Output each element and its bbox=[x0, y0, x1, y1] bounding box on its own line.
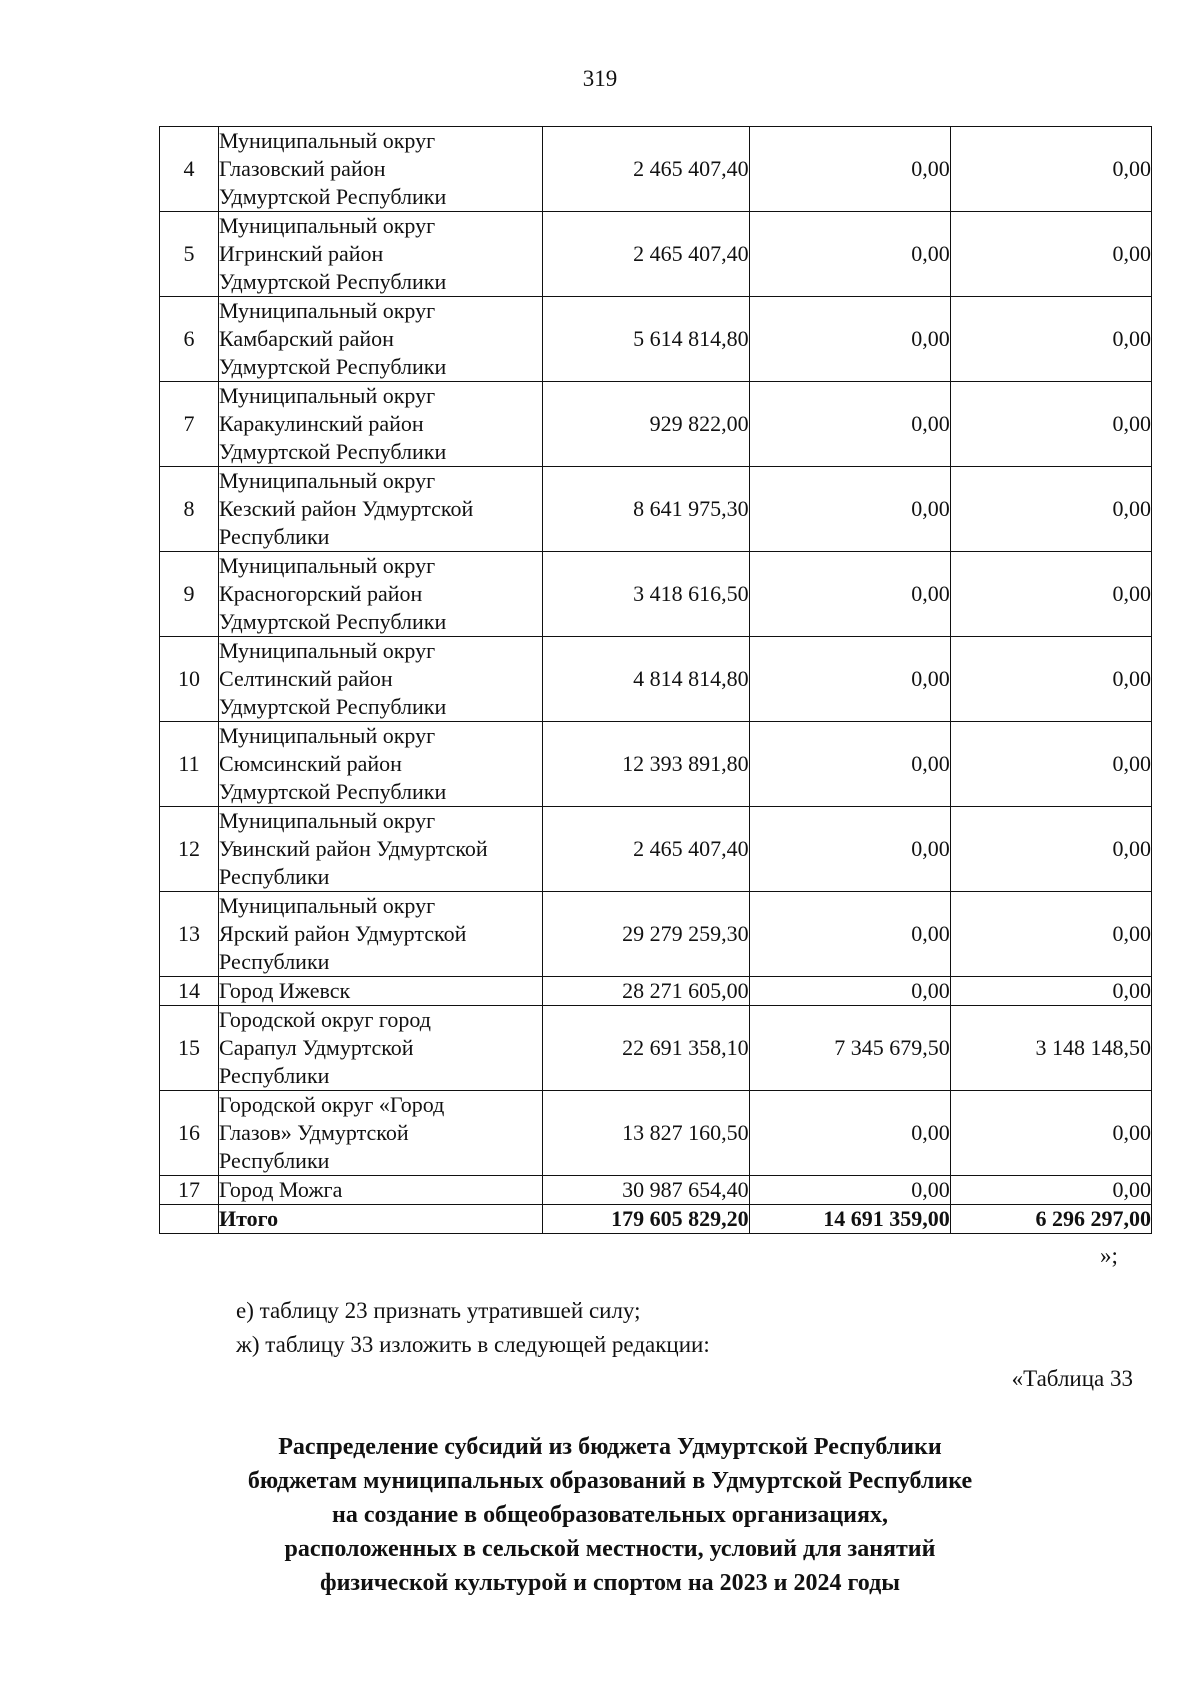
total-label: Итого bbox=[219, 1205, 543, 1234]
amount-col-3: 0,00 bbox=[950, 297, 1151, 382]
table-row bbox=[160, 467, 1152, 552]
amount-col-2: 0,00 bbox=[749, 127, 950, 212]
amount-col-1: 22 691 358,10 bbox=[543, 1006, 749, 1091]
row-number: 14 bbox=[160, 977, 219, 1006]
amount-col-2: 0,00 bbox=[749, 637, 950, 722]
municipality-name-line: Республики bbox=[219, 949, 330, 974]
amount-col-3: 0,00 bbox=[950, 467, 1151, 552]
heading-line: расположенных в сельской местности, условий для занятий bbox=[284, 1536, 936, 1562]
table-row bbox=[160, 297, 1152, 382]
municipality-name-line: Городской округ город bbox=[219, 1007, 431, 1032]
municipality-name-line: Глазов» Удмуртской bbox=[219, 1120, 409, 1145]
amount-col-3: 0,00 bbox=[950, 1176, 1151, 1205]
amount-col-2: 0,00 bbox=[749, 467, 950, 552]
municipality-name-line: Увинский район Удмуртской bbox=[219, 836, 488, 861]
amount-col-1: 4 814 814,80 bbox=[543, 637, 749, 722]
table-row bbox=[160, 637, 1152, 722]
row-number: 6 bbox=[160, 297, 219, 382]
municipality-name-line: Муниципальный округ bbox=[219, 723, 436, 748]
row-number: 7 bbox=[160, 382, 219, 467]
amount-col-2: 0,00 bbox=[749, 1091, 950, 1176]
amount-col-1: 2 465 407,40 bbox=[543, 127, 749, 212]
table-row bbox=[160, 1091, 1152, 1176]
municipality-name-line: Удмуртской Республики bbox=[219, 269, 447, 294]
row-number: 10 bbox=[160, 637, 219, 722]
quote-close: »; bbox=[1100, 1243, 1118, 1268]
table-33-label: «Таблица 33 bbox=[1011, 1366, 1133, 1391]
municipality-name-line: Удмуртской Республики bbox=[219, 779, 447, 804]
subsidy-table bbox=[159, 126, 1152, 1234]
amount-col-3: 0,00 bbox=[950, 892, 1151, 977]
table-row bbox=[160, 1176, 1152, 1205]
subsidy-table-body bbox=[160, 127, 1152, 1234]
municipality-name-line: Сюмсинский район bbox=[219, 751, 402, 776]
municipality-name bbox=[219, 467, 543, 552]
municipality-name-line: Муниципальный округ bbox=[219, 638, 436, 663]
amount-col-1: 30 987 654,40 bbox=[543, 1176, 749, 1205]
row-number: 5 bbox=[160, 212, 219, 297]
amount-col-2: 7 345 679,50 bbox=[749, 1006, 950, 1091]
amount-col-2: 0,00 bbox=[749, 297, 950, 382]
municipality-name-line: Город Ижевск bbox=[219, 978, 351, 1003]
municipality-name-line: Республики bbox=[219, 524, 330, 549]
table-row bbox=[160, 127, 1152, 212]
amount-col-1: 28 271 605,00 bbox=[543, 977, 749, 1006]
municipality-name-line: Камбарский район bbox=[219, 326, 394, 351]
amount-col-1: 3 418 616,50 bbox=[543, 552, 749, 637]
municipality-name-line: Удмуртской Республики bbox=[219, 609, 447, 634]
row-number: 16 bbox=[160, 1091, 219, 1176]
municipality-name-line: Каракулинский район bbox=[219, 411, 424, 436]
row-number: 11 bbox=[160, 722, 219, 807]
amount-col-2: 0,00 bbox=[749, 722, 950, 807]
total-col-1: 179 605 829,20 bbox=[543, 1205, 749, 1234]
amount-col-2: 0,00 bbox=[749, 212, 950, 297]
municipality-name-line: Муниципальный округ bbox=[219, 213, 436, 238]
table-row bbox=[160, 807, 1152, 892]
municipality-name bbox=[219, 1176, 543, 1205]
row-number: 17 bbox=[160, 1176, 219, 1205]
municipality-name-line: Республики bbox=[219, 1063, 330, 1088]
municipality-name-line: Город Можга bbox=[219, 1177, 343, 1202]
amount-col-2: 0,00 bbox=[749, 382, 950, 467]
amount-col-3: 0,00 bbox=[950, 552, 1151, 637]
table-row bbox=[160, 552, 1152, 637]
municipality-name-line: Удмуртской Республики bbox=[219, 354, 447, 379]
municipality-name bbox=[219, 1006, 543, 1091]
municipality-name-line: Удмуртской Республики bbox=[219, 694, 447, 719]
amount-col-3: 0,00 bbox=[950, 722, 1151, 807]
municipality-name bbox=[219, 807, 543, 892]
amount-col-1: 12 393 891,80 bbox=[543, 722, 749, 807]
amount-col-2: 0,00 bbox=[749, 892, 950, 977]
amount-col-2: 0,00 bbox=[749, 807, 950, 892]
paragraph-e: е) таблицу 23 признать утратившей силу; bbox=[236, 1298, 641, 1323]
amount-col-2: 0,00 bbox=[749, 1176, 950, 1205]
amount-col-3: 3 148 148,50 bbox=[950, 1006, 1151, 1091]
table-33-heading bbox=[190, 1430, 1030, 1600]
amount-col-1: 8 641 975,30 bbox=[543, 467, 749, 552]
municipality-name-line: Ярский район Удмуртской bbox=[219, 921, 467, 946]
municipality-name-line: Красногорский район bbox=[219, 581, 423, 606]
municipality-name-line: Удмуртской Республики bbox=[219, 439, 447, 464]
row-number: 15 bbox=[160, 1006, 219, 1091]
amount-col-3: 0,00 bbox=[950, 382, 1151, 467]
heading-line: на создание в общеобразовательных организациях, bbox=[332, 1502, 888, 1528]
row-number: 9 bbox=[160, 552, 219, 637]
amount-col-3: 0,00 bbox=[950, 212, 1151, 297]
municipality-name-line: Муниципальный округ bbox=[219, 808, 436, 833]
total-number-cell bbox=[160, 1205, 219, 1234]
amount-col-1: 929 822,00 bbox=[543, 382, 749, 467]
municipality-name bbox=[219, 722, 543, 807]
total-col-2: 14 691 359,00 bbox=[749, 1205, 950, 1234]
amount-col-3: 0,00 bbox=[950, 127, 1151, 212]
table-row bbox=[160, 1006, 1152, 1091]
municipality-name-line: Глазовский район bbox=[219, 156, 386, 181]
amount-col-1: 13 827 160,50 bbox=[543, 1091, 749, 1176]
table-row bbox=[160, 722, 1152, 807]
municipality-name-line: Республики bbox=[219, 864, 330, 889]
heading-line: бюджетам муниципальных образований в Удмуртской Республике bbox=[247, 1468, 973, 1494]
table-row bbox=[160, 977, 1152, 1006]
heading-line: Распределение субсидий из бюджета Удмуртской Республики bbox=[278, 1434, 942, 1460]
municipality-name-line: Удмуртской Республики bbox=[219, 184, 447, 209]
municipality-name bbox=[219, 552, 543, 637]
total-col-3: 6 296 297,00 bbox=[950, 1205, 1151, 1234]
paragraph-zh: ж) таблицу 33 изложить в следующей редакции: bbox=[236, 1332, 710, 1357]
page-number: 319 bbox=[582, 66, 618, 91]
amount-col-2: 0,00 bbox=[749, 552, 950, 637]
municipality-name-line: Сарапул Удмуртской bbox=[219, 1035, 414, 1060]
table-row bbox=[160, 892, 1152, 977]
amount-col-1: 29 279 259,30 bbox=[543, 892, 749, 977]
municipality-name bbox=[219, 977, 543, 1006]
table-row bbox=[160, 382, 1152, 467]
row-number: 13 bbox=[160, 892, 219, 977]
amount-col-3: 0,00 bbox=[950, 1091, 1151, 1176]
municipality-name-line: Муниципальный округ bbox=[219, 383, 436, 408]
municipality-name-line: Муниципальный округ bbox=[219, 298, 436, 323]
row-number: 8 bbox=[160, 467, 219, 552]
municipality-name-line: Кезский район Удмуртской bbox=[219, 496, 474, 521]
municipality-name-line: Селтинский район bbox=[219, 666, 393, 691]
municipality-name-line: Муниципальный округ bbox=[219, 468, 436, 493]
municipality-name-line: Игринский район bbox=[219, 241, 384, 266]
municipality-name bbox=[219, 637, 543, 722]
municipality-name bbox=[219, 382, 543, 467]
municipality-name bbox=[219, 892, 543, 977]
row-number: 12 bbox=[160, 807, 219, 892]
municipality-name-line: Муниципальный округ bbox=[219, 128, 436, 153]
municipality-name bbox=[219, 1091, 543, 1176]
amount-col-1: 2 465 407,40 bbox=[543, 212, 749, 297]
municipality-name-line: Муниципальный округ bbox=[219, 893, 436, 918]
municipality-name-line: Муниципальный округ bbox=[219, 553, 436, 578]
municipality-name bbox=[219, 127, 543, 212]
municipality-name bbox=[219, 212, 543, 297]
municipality-name-line: Городской округ «Город bbox=[219, 1092, 445, 1117]
municipality-name-line: Республики bbox=[219, 1148, 330, 1173]
row-number: 4 bbox=[160, 127, 219, 212]
table-row bbox=[160, 212, 1152, 297]
amount-col-2: 0,00 bbox=[749, 977, 950, 1006]
amount-col-3: 0,00 bbox=[950, 977, 1151, 1006]
heading-line: физической культурой и спортом на 2023 и 2024 годы bbox=[319, 1570, 900, 1596]
amount-col-3: 0,00 bbox=[950, 637, 1151, 722]
amount-col-3: 0,00 bbox=[950, 807, 1151, 892]
municipality-name bbox=[219, 297, 543, 382]
total-row bbox=[160, 1205, 1152, 1234]
amount-col-1: 2 465 407,40 bbox=[543, 807, 749, 892]
amount-col-1: 5 614 814,80 bbox=[543, 297, 749, 382]
